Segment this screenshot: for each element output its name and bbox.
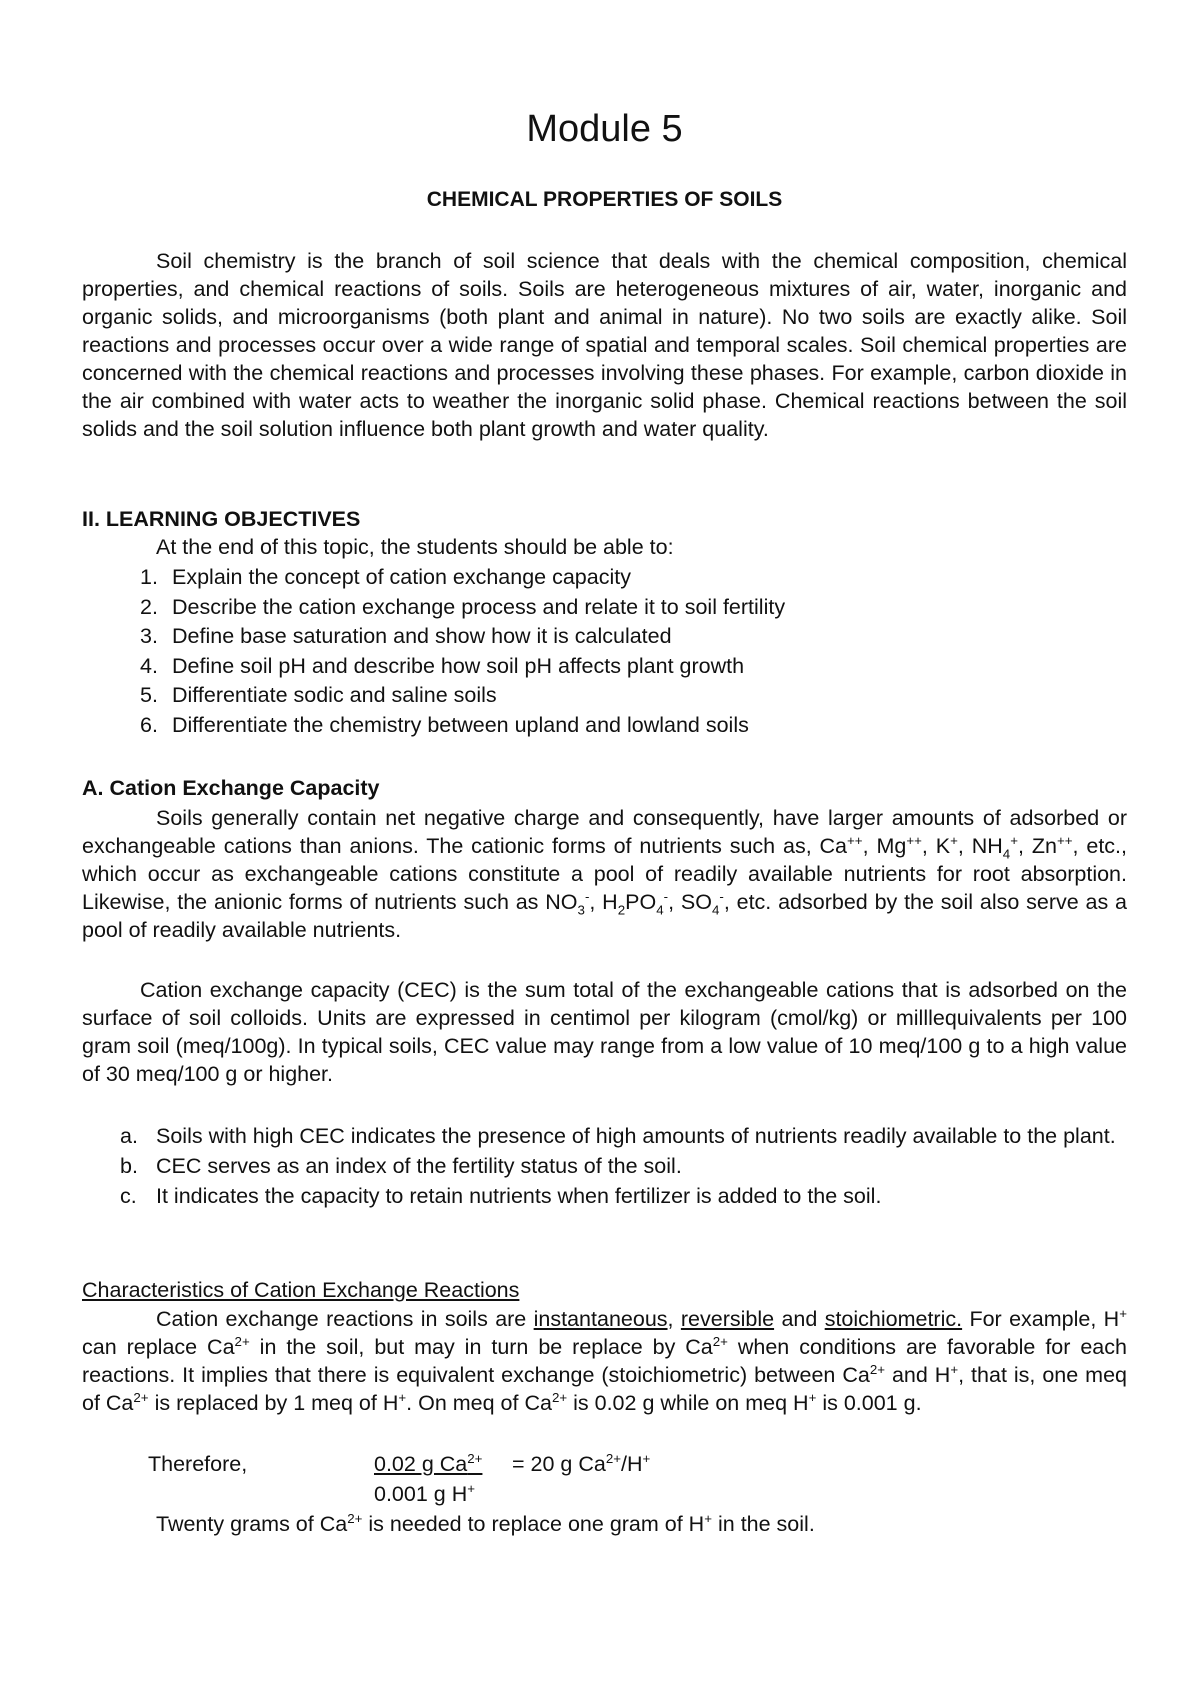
list-item: b. CEC serves as an index of the fertility status of the soil. (120, 1154, 682, 1178)
cec-paragraph-2: Cation exchange capacity (CEC) is the sum total of the exchangeable cations that is adsorbed on the surface of soil colloids. Units are expressed in centimol per kilogram (cmol/kg) or milllequivalents per 100 gram soil (meq/100g). In typical soils, CEC value may range from a low value of 10 meq/100 g to a high value of 30 meq/100 g or higher. (82, 978, 1127, 1086)
conclusion-line: Twenty grams of $Ca^{2+}$ is needed to replace one gram of H+ in the soil. (156, 1510, 815, 1536)
objective-item: 5. Differentiate sodic and saline soils (140, 683, 497, 707)
cec-paragraph-1: Soils generally contain net negative charge and consequently, have larger amounts of adsorbed or exchangeable cations than anions. The cationic forms of nutrients such as, Ca++, Mg++, K+, $NH_4^+$, Zn++, etc., which occur as exchangeable cations constitute a pool of readily available nutrients for root absorption. Likewise, the anionic forms of nutrients such as $NO_3^-$, $H_2PO_4^-$, $SO_4^-$, etc. adsorbed by the soil also serve as a pool of readily available nutrients. (82, 806, 1128, 942)
objective-item: 2. Describe the cation exchange process and relate it to soil fertility (140, 594, 786, 619)
cec-heading: A. Cation Exchange Capacity (82, 776, 380, 800)
characteristics-heading: Characteristics of Cation Exchange Reactions (82, 1278, 520, 1302)
equation-denominator: 0.001 g H+ (374, 1480, 476, 1506)
page-subtitle: CHEMICAL PROPERTIES OF SOILS (426, 188, 783, 211)
objective-item: 1. Explain the concept of cation exchange capacity (140, 565, 631, 589)
characteristics-paragraph: Cation exchange reactions in soils are instantaneous, reversible and stoichiometric. For example, H+ can replace $Ca^{2+}$ in the soil, but may in turn be replace by $Ca^{2+}$ when conditions are favorable for each reactions. It implies that there is equivalent exchange (stoichiometric) between $Ca^{2+}$ and H+, that is, one meq of $Ca^{2+}$ is replaced by 1 meq of H+. On meq of $Ca^{2+}$ is 0.02 g while on meq H+ is 0.001 g. (82, 1305, 1127, 1415)
objective-item: 6. Differentiate the chemistry between upland and lowland soils (140, 712, 749, 737)
learning-objectives-intro: At the end of this topic, the students should be able to: (156, 535, 674, 559)
list-item: c. It indicates the capacity to retain nutrients when fertilizer is added to the soil. (120, 1184, 882, 1208)
learning-objectives-heading: II. LEARNING OBJECTIVES (82, 507, 361, 531)
objective-item: 3. Define base saturation and show how it is calculated (140, 624, 672, 648)
equation-numerator: 0.02 g $Ca^{2+}$ (374, 1450, 483, 1476)
cec-points-list (120, 1122, 1127, 1212)
intro-paragraph: Soil chemistry is the branch of soil science that deals with the chemical composition, chemical properties, and chemical reactions of soils. Soils are heterogeneous mixtures of air, water, inorganic and organic solids, and microorganisms (both plant and animal in nature). No two soils are exactly alike. Soil reactions and processes occur over a wide range of spatial and temporal scales. Soil chemical properties are concerned with the chemical reactions and processes involving these phases. For example, carbon dioxide in the air combined with water acts to weather the inorganic solid phase. Chemical reactions between the soil solids and the soil solution influence both plant growth and water quality. (82, 249, 1127, 441)
document-page (82, 0, 1127, 1696)
learning-objectives-list (140, 563, 1127, 740)
list-item: a. Soils with high CEC indicates the presence of high amounts of nutrients readily available to the plant. (120, 1124, 1116, 1148)
equation-result: = 20 g $Ca^{2+}/H^+$ (512, 1450, 651, 1476)
module-title: Module 5 (526, 108, 683, 150)
therefore-label: Therefore, (148, 1452, 248, 1476)
objective-item: 4. Define soil pH and describe how soil pH affects plant growth (140, 653, 745, 678)
